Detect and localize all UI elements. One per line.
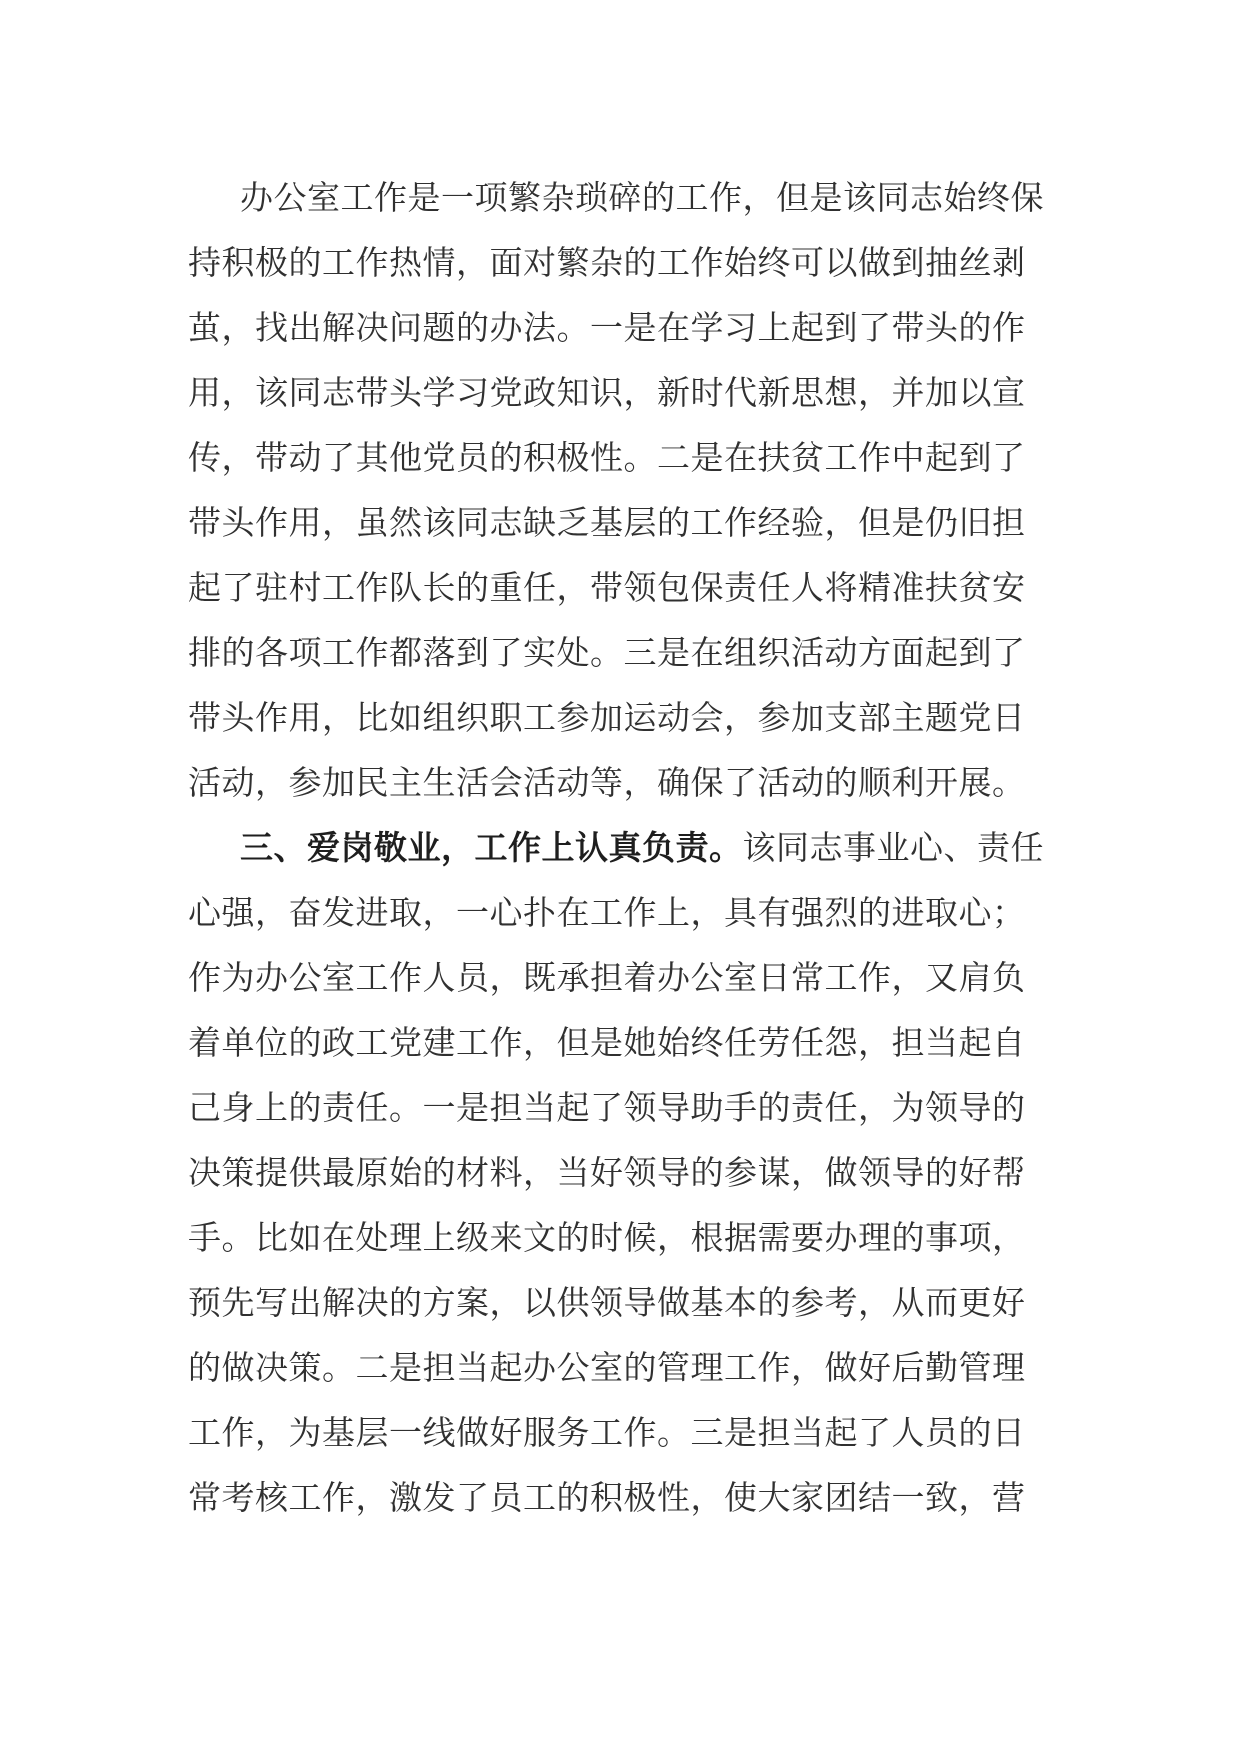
text-line: 办公室工作是一项繁杂琐碎的工作，但是该同志始终保 xyxy=(240,178,1044,217)
text-line: 活动，参加民主生活会活动等，确保了活动的顺利开展。 xyxy=(188,763,1026,802)
paragraph-dedication xyxy=(188,815,1054,1530)
body-text xyxy=(188,165,1054,1530)
text-line: 己身上的责任。一是担当起了领导助手的责任，为领导的 xyxy=(188,1088,1026,1127)
text-line: 工作，为基层一线做好服务工作。三是担当起了人员的日 xyxy=(188,1413,1026,1452)
text-line: 的做决策。二是担当起办公室的管理工作，做好后勤管理 xyxy=(188,1348,1026,1387)
paragraph-work-enthusiasm xyxy=(188,165,1054,815)
text-line: 排的各项工作都落到了实处。三是在组织活动方面起到了 xyxy=(188,633,1026,672)
text-line: 持积极的工作热情，面对繁杂的工作始终可以做到抽丝剥 xyxy=(188,243,1026,282)
text-line: 心强，奋发进取，一心扑在工作上，具有强烈的进取心； xyxy=(188,893,1026,932)
text-line: 带头作用，比如组织职工参加运动会，参加支部主题党日 xyxy=(188,698,1026,737)
text-line: 带头作用，虽然该同志缺乏基层的工作经验，但是仍旧担 xyxy=(188,503,1026,542)
text-line: 决策提供最原始的材料，当好领导的参谋，做领导的好帮 xyxy=(188,1153,1026,1192)
text-line: 作为办公室工作人员，既承担着办公室日常工作，又肩负 xyxy=(188,958,1026,997)
heading-line-rest: 该同志事业心、责任 xyxy=(742,828,1044,867)
text-line xyxy=(188,815,1054,880)
text-line: 用，该同志带头学习党政知识，新时代新思想，并加以宣 xyxy=(188,373,1026,412)
section-heading: 三、爱岗敬业，工作上认真负责。 xyxy=(240,828,743,867)
text-line: 起了驻村工作队长的重任，带领包保责任人将精准扶贫安 xyxy=(188,568,1026,607)
text-line: 茧，找出解决问题的办法。一是在学习上起到了带头的作 xyxy=(188,308,1026,347)
text-line: 常考核工作，激发了员工的积极性，使大家团结一致，营 xyxy=(188,1478,1026,1517)
text-line: 着单位的政工党建工作，但是她始终任劳任怨，担当起自 xyxy=(188,1023,1026,1062)
text-line: 预先写出解决的方案，以供领导做基本的参考，从而更好 xyxy=(188,1283,1026,1322)
text-line: 手。比如在处理上级来文的时候，根据需要办理的事项， xyxy=(188,1218,1026,1257)
text-line: 传，带动了其他党员的积极性。二是在扶贫工作中起到了 xyxy=(188,438,1026,477)
